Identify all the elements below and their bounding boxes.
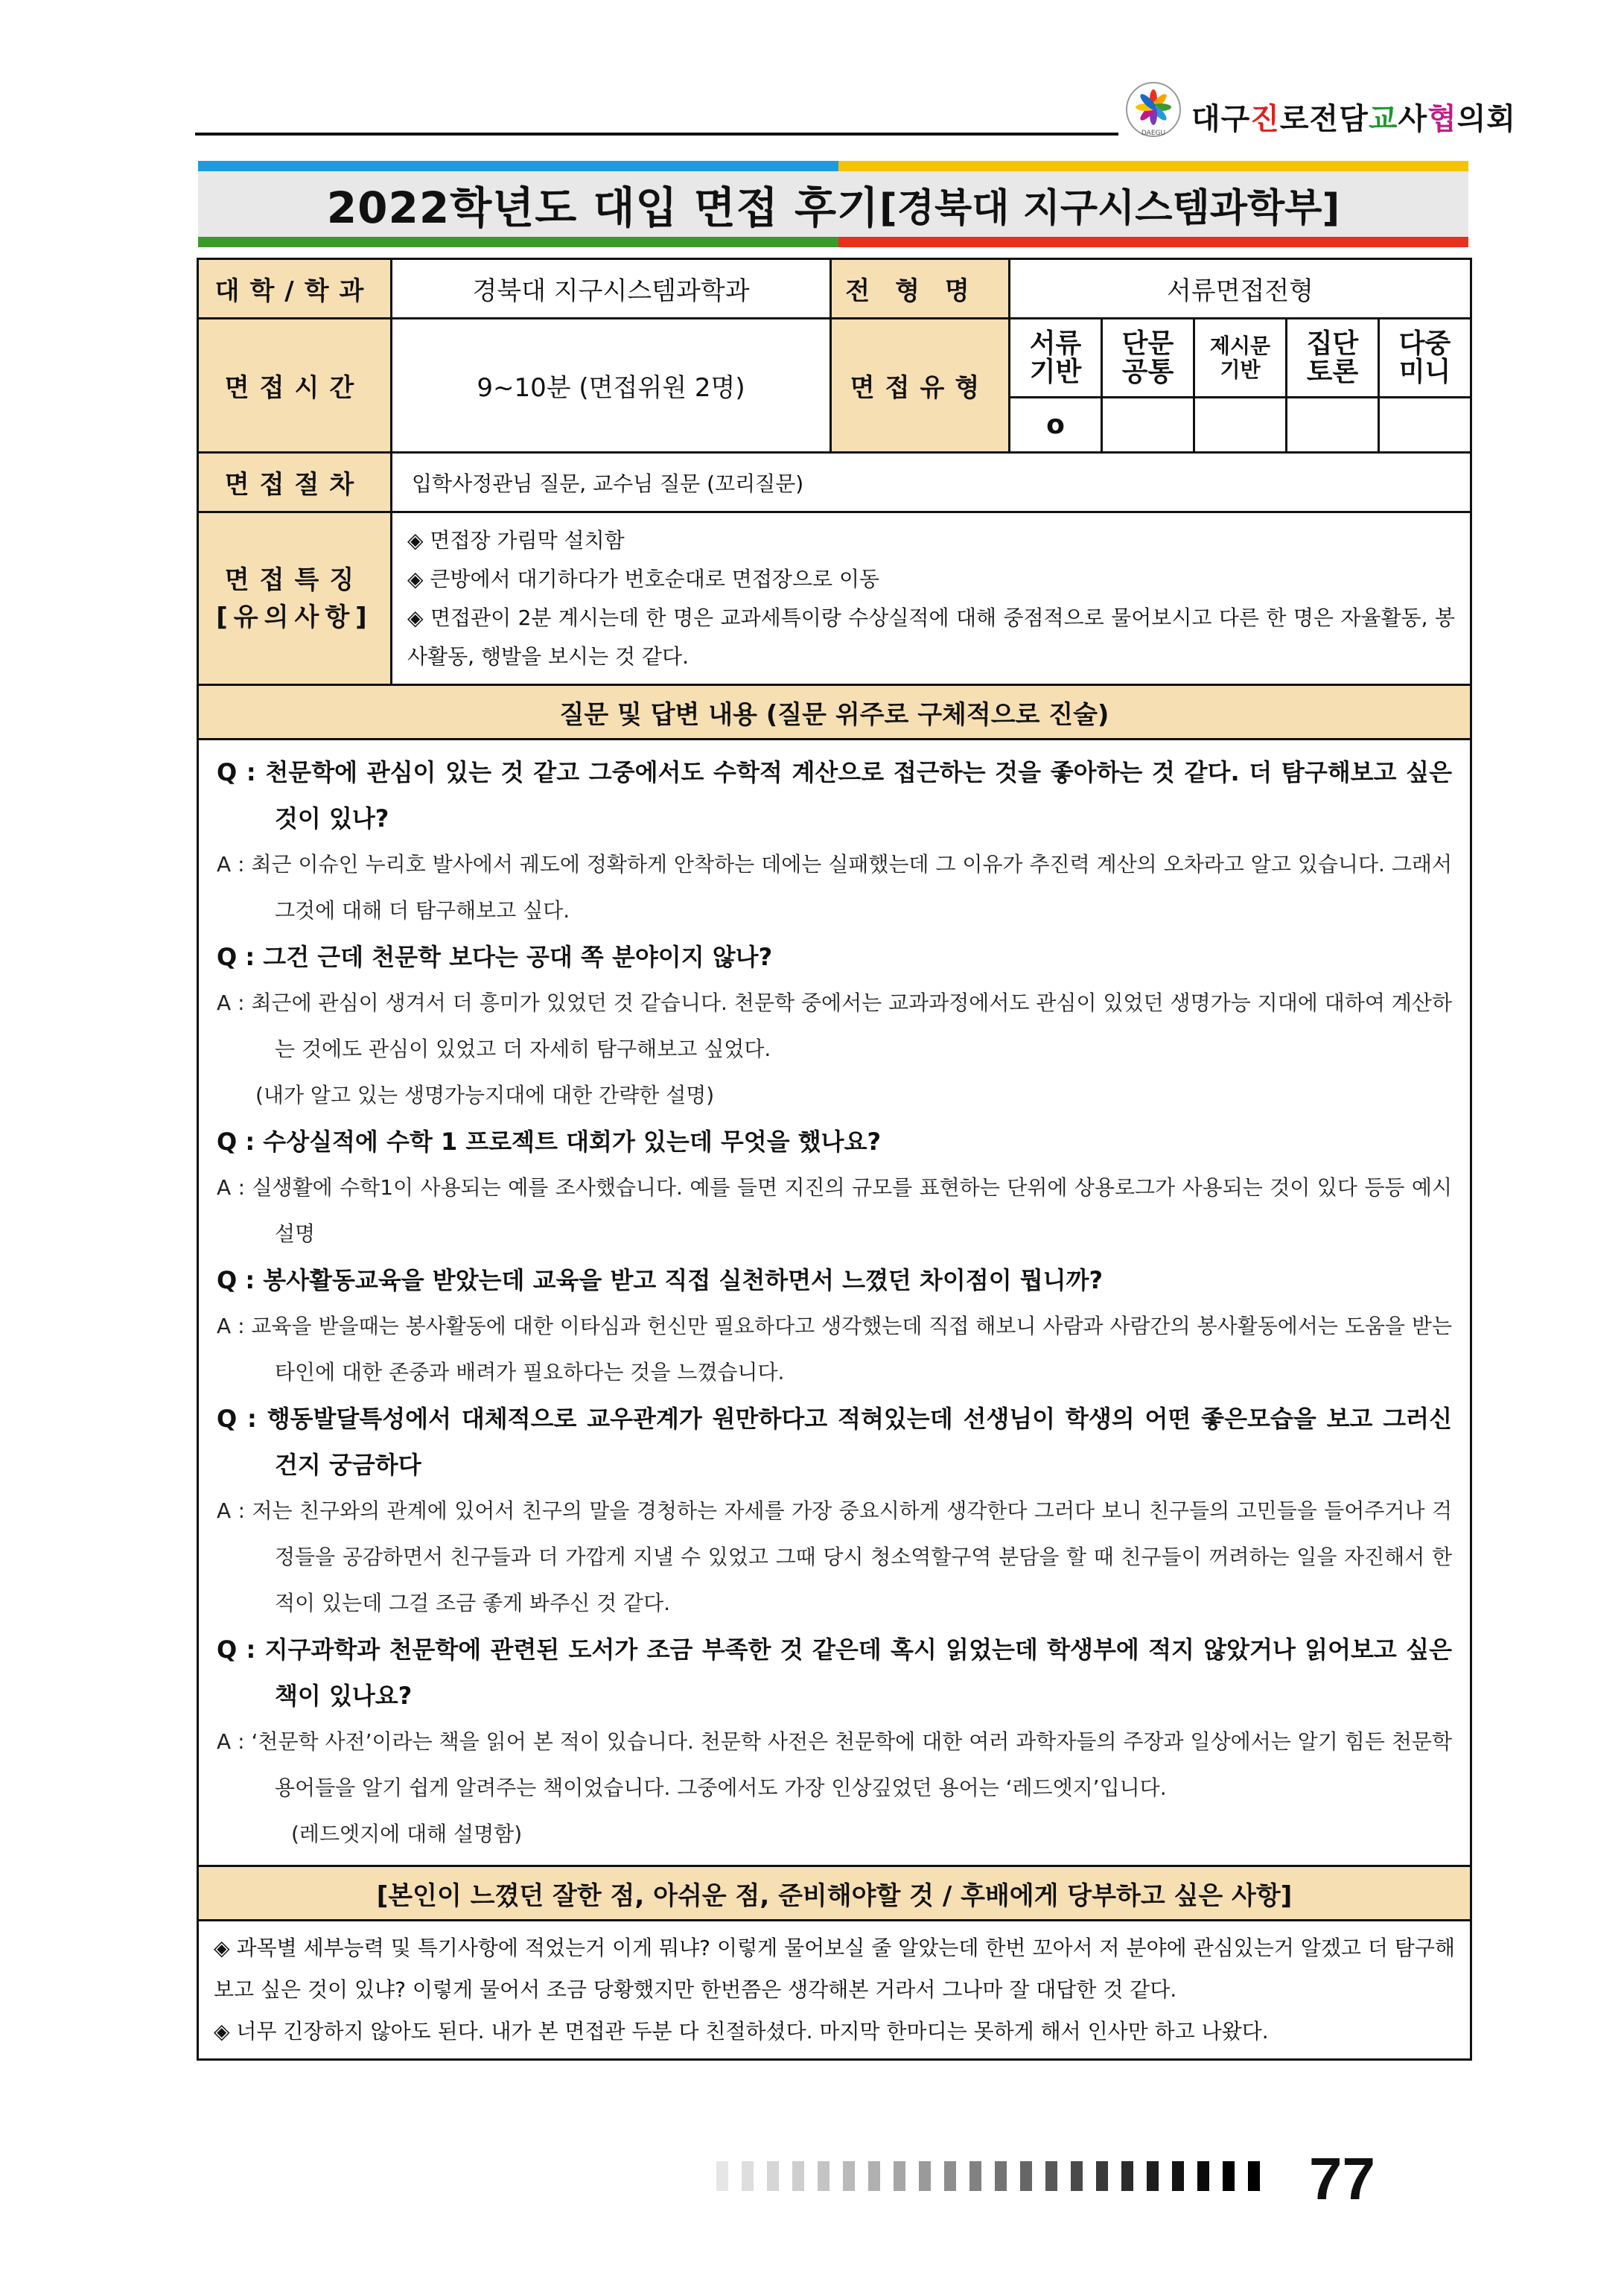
format-mark-short — [1102, 398, 1194, 453]
format-passage-based: 제시문 기반 — [1194, 319, 1287, 398]
format-short-common: 단문 공통 — [1102, 319, 1194, 398]
question: Q : 행동발달특성에서 대체적으로 교우관계가 원만하다고 적혀있는데 선생님이 학생의 어떤 좋은모습을 보고 그러신 건지 궁금하다 — [217, 1405, 1452, 1479]
page-title — [198, 171, 1468, 237]
answer-note: (내가 알고 있는 생명가능지대에 대한 간략한 설명) — [255, 1083, 715, 1107]
feature-item: ◈ 면접관이 2분 계시는데 한 명은 교과세특이랑 수상실적에 대해 중점적으로 물어보시고 다른 한 명은 자율활동, 봉사활동, 행발을 보시는 것 같다. — [407, 605, 1455, 669]
procedure-value: 입학사정관님 질문, 교수님 질문 (꼬리질문) — [392, 453, 1471, 512]
impressions-title: [본인이 느꼈던 잘한 점, 아쉬운 점, 준비해야할 것 / 후배에게 당부하고 싶은 사항] — [198, 1866, 1471, 1921]
impressions-content — [198, 1921, 1471, 2060]
header-rule — [195, 133, 1118, 136]
question: Q : 그건 근데 천문학 보다는 공대 쪽 분야이지 않나? — [217, 943, 773, 971]
question: Q : 지구과학과 천문학에 관련된 도서가 조금 부족한 것 같은데 혹시 읽었는데 학생부에 적지 않았거나 읽어보고 싶은 책이 있나요? — [217, 1635, 1452, 1710]
interview-table — [197, 258, 1472, 2061]
type-value: 서류면접전형 — [1010, 259, 1471, 319]
title-sub: [경북대 지구시스템과학부] — [879, 185, 1340, 231]
title-bar-yellow — [838, 161, 1468, 171]
time-label: 면접시간 — [198, 319, 392, 453]
format-mark-passage — [1194, 398, 1287, 453]
page-number: 77 — [1309, 2146, 1375, 2212]
format-mark-multi — [1379, 398, 1471, 453]
council-name: 대구진로전담교사협의회 — [1191, 102, 1517, 136]
format-doc-based: 서류 기반 — [1010, 319, 1102, 398]
question: Q : 수상실적에 수학 1 프로젝트 대회가 있는데 무엇을 했나요? — [217, 1128, 882, 1156]
answer-note: (레드엣지에 대해 설명함) — [291, 1822, 523, 1846]
answer: A : 최근 이슈인 누리호 발사에서 궤도에 정확하게 안착하는 데에는 실패했는데 그 이유가 추진력 계산의 오차라고 알고 있습니다. 그래서 그것에 대해 더 탐구해보고 싶다. — [217, 852, 1452, 923]
format-mark-doc: o — [1010, 398, 1102, 453]
qa-section-title: 질문 및 답변 내용 (질문 위주로 구체적으로 진술) — [198, 685, 1471, 740]
format-group-discussion: 집단 토론 — [1287, 319, 1379, 398]
answer: A : 교육을 받을때는 봉사활동에 대한 이타심과 헌신만 필요하다고 생각했는데 직접 해보니 사람과 사람간의 봉사활동에서는 도움을 받는 타인에 대한 존중과 배려가 필요하다는 것을 느꼈습니다. — [217, 1314, 1452, 1384]
features-label: 면접특징 [유의사항] — [198, 512, 392, 685]
procedure-label: 면접절차 — [198, 453, 392, 512]
answer: A : 저는 친구와의 관계에 있어서 친구의 말을 경청하는 자세를 가장 중요시하게 생각한다 그러다 보니 친구들의 고민들을 들어주거나 걱정들을 공감하면서 친구들과 더 가깝게 지낼 수 있었고 그때 당시 청소역할구역 분담을 할 때 친구들이 꺼려하는 일을 자진해서 한 적이 있는데 그걸 조금 좋게 봐주신 것 같다. — [217, 1498, 1452, 1615]
format-label: 면접유형 — [831, 319, 1010, 453]
format-multi-mini: 다중 미니 — [1379, 319, 1471, 398]
impression-item: ◈ 과목별 세부능력 및 특기사항에 적었는거 이게 뭐냐? 이렇게 물어보실 줄 알았는데 한번 꼬아서 저 분야에 관심있는거 알겠고 더 탐구해보고 싶은 것이 있냐? 이렇게 물어서 조금 당황했지만 한번쯤은 생각해본 거라서 그나마 잘 대답한 것 같다. — [214, 1936, 1455, 2002]
question: Q : 봉사활동교육을 받았는데 교육을 받고 직접 실천하면서 느꼈던 차이점이 뭡니까? — [217, 1266, 1104, 1294]
feature-item: ◈ 면접장 가림막 설치함 — [407, 527, 625, 553]
format-mark-group — [1287, 398, 1379, 453]
type-label: 전형명 — [831, 259, 1010, 319]
answer: A : 최근에 관심이 생겨서 더 흥미가 있었던 것 같습니다. 천문학 중에서는 교과과정에서도 관심이 있었던 생명가능 지대에 대하여 계산하는 것에도 관심이 있었고 더 자세히 탐구해보고 싶었다. — [217, 990, 1452, 1061]
answer: A : 실생활에 수학1이 사용되는 예를 조사했습니다. 예를 들면 지진의 규모를 표현하는 단위에 상용로그가 사용되는 것이 있다 등등 예시 설명 — [217, 1175, 1452, 1246]
univ-value: 경북대 지구시스템과학과 — [392, 259, 831, 319]
impression-item: ◈ 너무 긴장하지 않아도 된다. 내가 본 면접관 두분 다 친절하셨다. 마지막 한마디는 못하게 해서 인사만 하고 나왔다. — [214, 2019, 1269, 2044]
univ-label: 대학/학과 — [198, 259, 392, 319]
logo-text: DAEGU — [1141, 130, 1166, 137]
qa-content — [198, 740, 1471, 1866]
title-bar-green — [198, 237, 838, 247]
time-value: 9~10분 (면접위원 2명) — [392, 319, 831, 453]
title-bar-blue — [198, 161, 838, 171]
feature-item: ◈ 큰방에서 대기하다가 번호순대로 면접장으로 이동 — [407, 566, 880, 591]
features-list — [392, 512, 1471, 685]
title-main: 2022학년도 대입 면접 후기 — [326, 182, 880, 233]
council-logo-icon — [1124, 80, 1182, 139]
answer: A : ‘천문학 사전’이라는 책을 읽어 본 적이 있습니다. 천문학 사전은 천문학에 대한 여러 과학자들의 주장과 일상에서는 알기 힘든 천문학 용어들을 알기 쉽게 알려주는 책이었습니다. 그중에서도 가장 인상깊었던 용어는 ‘레드엣지’입니다. — [217, 1729, 1452, 1800]
title-bar-red — [838, 237, 1468, 247]
question: Q : 천문학에 관심이 있는 것 같고 그중에서도 수학적 계산으로 접근하는 것을 좋아하는 것 같다. 더 탐구해보고 싶은 것이 있나? — [217, 758, 1452, 833]
